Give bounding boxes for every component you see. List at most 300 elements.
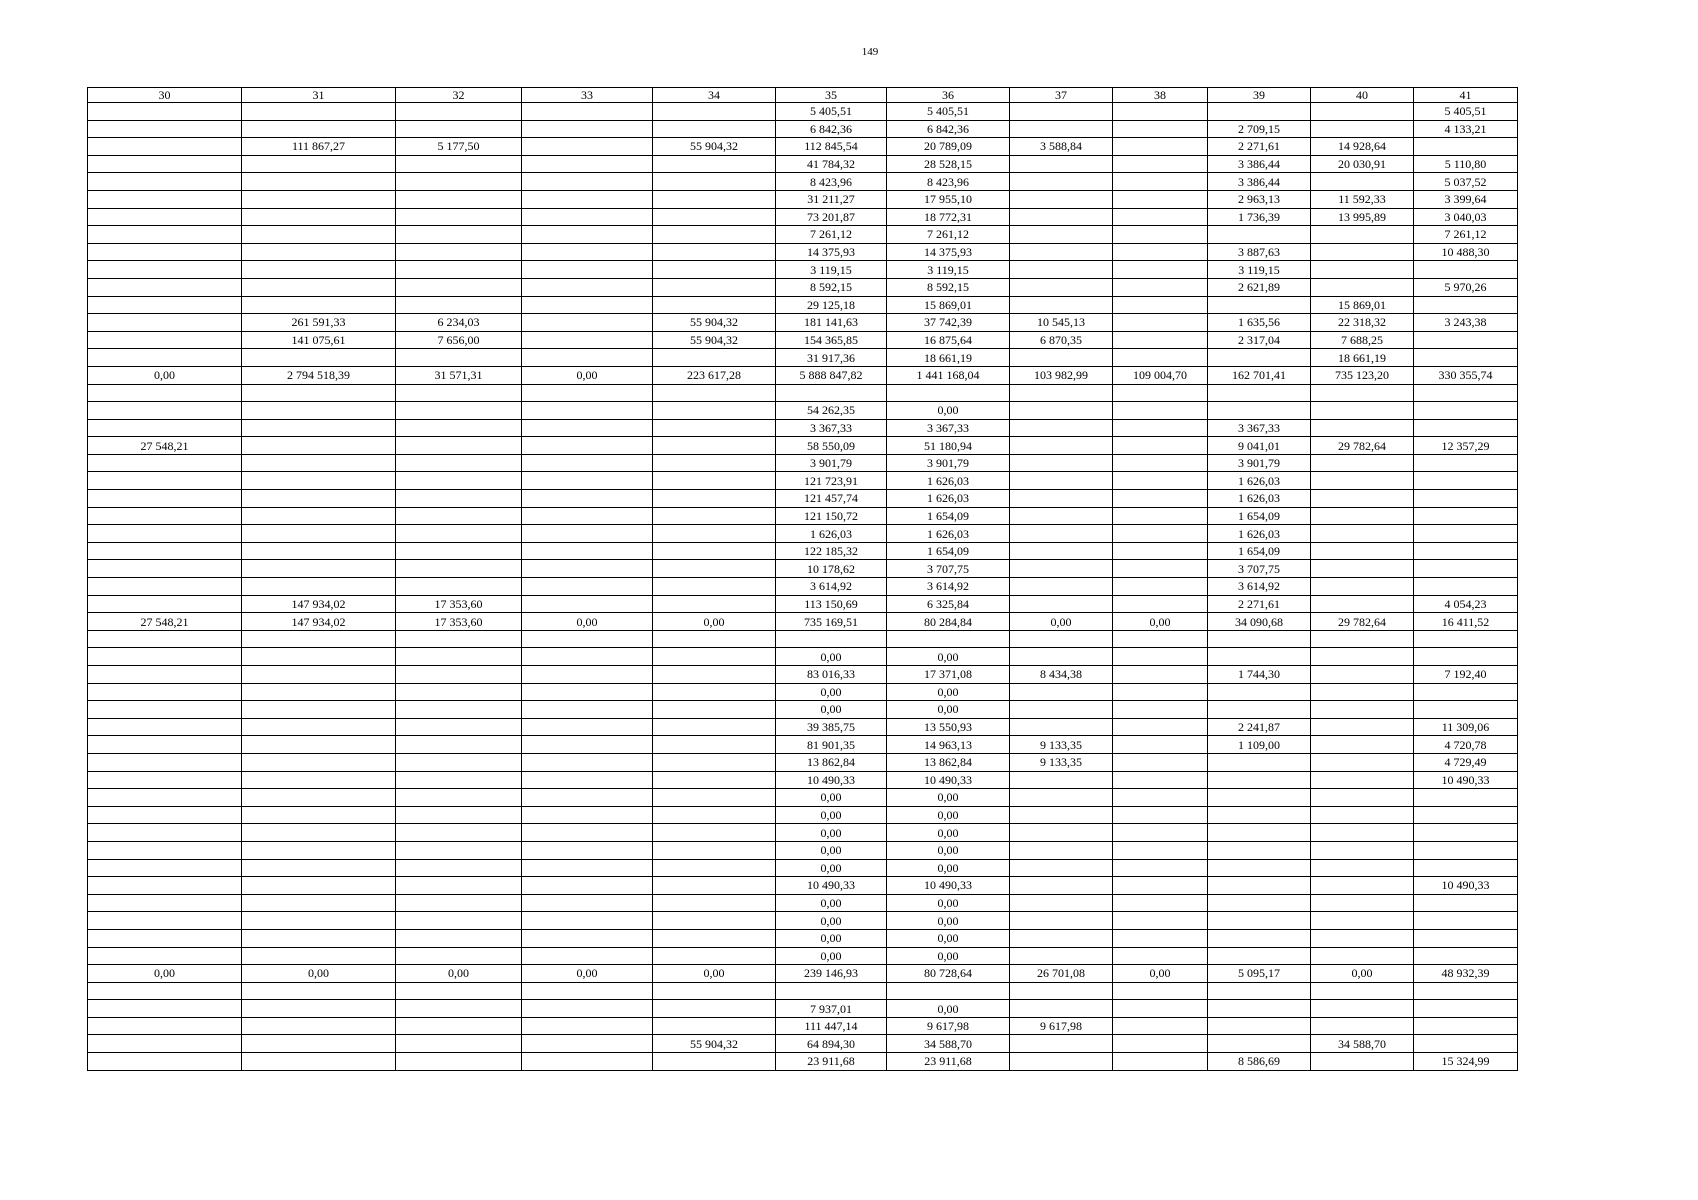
table-cell <box>1113 736 1208 754</box>
table-cell <box>396 1053 522 1071</box>
table-cell: 1 744,30 <box>1208 666 1311 684</box>
table-cell <box>1414 1017 1518 1035</box>
table-cell <box>653 190 776 208</box>
table-cell <box>1208 630 1311 648</box>
table-cell <box>653 648 776 666</box>
table-cell: 5 177,50 <box>396 138 522 156</box>
table-cell <box>88 419 242 437</box>
table-cell: 3 588,84 <box>1010 138 1113 156</box>
table-cell: 20 789,09 <box>887 138 1010 156</box>
table-cell <box>1113 1000 1208 1018</box>
table-cell: 64 894,30 <box>776 1035 887 1053</box>
table-cell <box>396 1035 522 1053</box>
table-cell <box>1311 120 1414 138</box>
table-cell <box>242 278 396 296</box>
table-cell <box>242 525 396 543</box>
table-row <box>88 789 1518 807</box>
table-row <box>88 894 1518 912</box>
table-cell: 2 271,61 <box>1208 595 1311 613</box>
table-cell <box>242 173 396 191</box>
table-cell <box>242 912 396 930</box>
table-cell <box>1414 454 1518 472</box>
table-cell: 1 626,03 <box>776 525 887 543</box>
table-cell <box>653 824 776 842</box>
table-cell <box>653 261 776 279</box>
table-cell: 261 591,33 <box>242 314 396 332</box>
table-cell <box>653 296 776 314</box>
table-cell <box>1010 296 1113 314</box>
table-cell: 0,00 <box>887 701 1010 719</box>
table-cell <box>1208 912 1311 930</box>
table-cell <box>653 666 776 684</box>
table-cell: 23 911,68 <box>776 1053 887 1071</box>
table-cell: 5 970,26 <box>1414 278 1518 296</box>
table-cell <box>653 542 776 560</box>
table-cell <box>88 155 242 173</box>
table-cell <box>88 947 242 965</box>
table-cell: 26 701,08 <box>1010 965 1113 983</box>
table-cell <box>653 226 776 244</box>
table-cell <box>653 507 776 525</box>
table-cell: 20 030,91 <box>1311 155 1414 173</box>
table-row <box>88 120 1518 138</box>
table-cell: 3 040,03 <box>1414 208 1518 226</box>
table-cell: 6 870,35 <box>1010 331 1113 349</box>
table-cell <box>522 402 653 420</box>
table-cell <box>522 173 653 191</box>
table-cell <box>776 982 887 1000</box>
table-cell: 3 614,92 <box>776 578 887 596</box>
table-cell: 51 180,94 <box>887 437 1010 455</box>
table-cell: 8 586,69 <box>1208 1053 1311 1071</box>
table-cell <box>1010 595 1113 613</box>
table-cell: 3 119,15 <box>776 261 887 279</box>
table-row <box>88 190 1518 208</box>
table-cell <box>522 296 653 314</box>
table-cell: 0,00 <box>776 947 887 965</box>
table-cell: 39 385,75 <box>776 718 887 736</box>
column-header: 39 <box>1208 88 1311 103</box>
table-cell <box>396 683 522 701</box>
table-cell <box>88 507 242 525</box>
table-cell: 0,00 <box>776 789 887 807</box>
table-cell: 28 528,15 <box>887 155 1010 173</box>
table-cell <box>1010 525 1113 543</box>
table-cell <box>396 806 522 824</box>
table-cell <box>522 683 653 701</box>
table-cell <box>1113 314 1208 332</box>
table-cell: 9 041,01 <box>1208 437 1311 455</box>
table-cell: 2 317,04 <box>1208 331 1311 349</box>
table-cell <box>88 859 242 877</box>
table-cell <box>242 578 396 596</box>
table-cell <box>1414 701 1518 719</box>
table-cell: 27 548,21 <box>88 613 242 631</box>
table-cell <box>522 419 653 437</box>
table-cell <box>88 173 242 191</box>
table-cell <box>1208 947 1311 965</box>
table-cell <box>88 701 242 719</box>
table-cell <box>88 226 242 244</box>
table-cell: 3 367,33 <box>887 419 1010 437</box>
table-cell <box>1414 894 1518 912</box>
table-row <box>88 578 1518 596</box>
table-cell <box>1010 454 1113 472</box>
table-cell <box>776 630 887 648</box>
table-cell <box>1113 753 1208 771</box>
table-cell <box>1113 120 1208 138</box>
table-cell: 17 353,60 <box>396 595 522 613</box>
table-cell <box>1311 472 1414 490</box>
table-cell <box>88 718 242 736</box>
table-cell <box>88 349 242 367</box>
table-cell: 10 488,30 <box>1414 243 1518 261</box>
table-cell <box>1113 490 1208 508</box>
table-cell <box>1113 648 1208 666</box>
table-cell: 0,00 <box>776 859 887 877</box>
table-cell <box>1311 771 1414 789</box>
table-row <box>88 226 1518 244</box>
table-cell <box>522 138 653 156</box>
table-cell: 0,00 <box>887 859 1010 877</box>
table-cell: 4 054,23 <box>1414 595 1518 613</box>
table-cell <box>522 472 653 490</box>
table-cell: 55 904,32 <box>653 314 776 332</box>
table-cell <box>396 472 522 490</box>
table-cell <box>1010 155 1113 173</box>
table-cell: 0,00 <box>522 366 653 384</box>
table-cell <box>396 173 522 191</box>
table-cell <box>1010 472 1113 490</box>
table-cell <box>242 701 396 719</box>
table-row <box>88 648 1518 666</box>
table-cell <box>522 507 653 525</box>
table-cell: 3 887,63 <box>1208 243 1311 261</box>
table-cell: 8 423,96 <box>776 173 887 191</box>
table-cell <box>522 1035 653 1053</box>
table-cell <box>1113 789 1208 807</box>
table-cell <box>242 771 396 789</box>
table-cell <box>396 384 522 402</box>
table-cell: 3 901,79 <box>776 454 887 472</box>
table-cell <box>1010 894 1113 912</box>
table-cell <box>88 542 242 560</box>
table-cell <box>88 578 242 596</box>
table-cell <box>88 490 242 508</box>
table-cell <box>1010 173 1113 191</box>
table-cell: 113 150,69 <box>776 595 887 613</box>
table-cell <box>1208 859 1311 877</box>
table-cell <box>396 789 522 807</box>
table-cell <box>1208 103 1311 121</box>
table-row <box>88 296 1518 314</box>
table-cell <box>1414 683 1518 701</box>
table-cell <box>522 701 653 719</box>
table-cell <box>653 419 776 437</box>
table-cell: 0,00 <box>1311 965 1414 983</box>
table-cell: 1 654,09 <box>1208 507 1311 525</box>
table-cell: 1 626,03 <box>1208 525 1311 543</box>
table-cell: 8 592,15 <box>776 278 887 296</box>
table-cell: 1 654,09 <box>1208 542 1311 560</box>
table-cell <box>88 261 242 279</box>
table-cell <box>522 1053 653 1071</box>
table-cell: 0,00 <box>887 824 1010 842</box>
table-cell: 1 626,03 <box>1208 490 1311 508</box>
table-cell <box>1414 824 1518 842</box>
table-cell: 5 888 847,82 <box>776 366 887 384</box>
table-cell: 13 862,84 <box>887 753 1010 771</box>
table-cell <box>653 578 776 596</box>
table-cell: 0,00 <box>1113 613 1208 631</box>
table-cell <box>653 278 776 296</box>
table-cell <box>1414 1000 1518 1018</box>
table-cell <box>1113 208 1208 226</box>
table-cell <box>1311 578 1414 596</box>
table-cell <box>242 789 396 807</box>
table-cell <box>1208 877 1311 895</box>
table-cell: 55 904,32 <box>653 331 776 349</box>
table-cell: 4 729,49 <box>1414 753 1518 771</box>
table-cell: 239 146,93 <box>776 965 887 983</box>
table-cell: 1 654,09 <box>887 542 1010 560</box>
table-cell <box>1113 806 1208 824</box>
table-cell <box>1113 542 1208 560</box>
table-cell <box>88 1017 242 1035</box>
table-cell: 330 355,74 <box>1414 366 1518 384</box>
table-cell <box>1414 138 1518 156</box>
table-cell <box>522 490 653 508</box>
table-cell: 13 550,93 <box>887 718 1010 736</box>
table-cell <box>88 296 242 314</box>
table-cell <box>653 437 776 455</box>
table-cell <box>396 155 522 173</box>
table-cell <box>1208 929 1311 947</box>
table-cell <box>1113 331 1208 349</box>
table-cell <box>1414 261 1518 279</box>
table-cell <box>1414 349 1518 367</box>
table-cell <box>88 736 242 754</box>
table-cell: 0,00 <box>887 1000 1010 1018</box>
column-header: 30 <box>88 88 242 103</box>
table-cell <box>1208 226 1311 244</box>
table-cell: 31 211,27 <box>776 190 887 208</box>
table-cell <box>653 454 776 472</box>
table-cell <box>396 736 522 754</box>
table-cell <box>653 349 776 367</box>
table-cell: 7 656,00 <box>396 331 522 349</box>
table-cell <box>1010 877 1113 895</box>
table-cell <box>1208 841 1311 859</box>
table-cell: 2 963,13 <box>1208 190 1311 208</box>
table-cell <box>653 1017 776 1035</box>
table-cell: 0,00 <box>522 613 653 631</box>
table-cell <box>1010 947 1113 965</box>
table-cell: 122 185,32 <box>776 542 887 560</box>
table-cell <box>522 525 653 543</box>
table-cell: 154 365,85 <box>776 331 887 349</box>
table-cell <box>88 1000 242 1018</box>
table-cell <box>396 419 522 437</box>
table-row <box>88 419 1518 437</box>
table-cell <box>1414 806 1518 824</box>
table-cell: 2 709,15 <box>1208 120 1311 138</box>
table-cell <box>522 120 653 138</box>
table-cell <box>1208 349 1311 367</box>
table-cell: 0,00 <box>776 894 887 912</box>
table-cell <box>653 841 776 859</box>
table-cell <box>1113 278 1208 296</box>
table-cell <box>396 718 522 736</box>
table-cell <box>1010 278 1113 296</box>
table-cell <box>396 648 522 666</box>
table-cell <box>88 806 242 824</box>
table-cell <box>522 736 653 754</box>
table-cell: 5 405,51 <box>776 103 887 121</box>
table-cell <box>396 226 522 244</box>
table-cell <box>1208 648 1311 666</box>
table-cell <box>396 507 522 525</box>
table-cell: 3 707,75 <box>1208 560 1311 578</box>
table-cell <box>1311 454 1414 472</box>
table-cell <box>1113 578 1208 596</box>
table-cell: 15 869,01 <box>887 296 1010 314</box>
table-cell <box>88 190 242 208</box>
table-cell <box>522 753 653 771</box>
table-cell <box>1414 1035 1518 1053</box>
table-cell <box>1311 1053 1414 1071</box>
table-cell <box>1113 226 1208 244</box>
table-cell <box>653 560 776 578</box>
table-cell <box>1414 384 1518 402</box>
table-cell: 27 548,21 <box>88 437 242 455</box>
table-cell <box>653 490 776 508</box>
table-cell <box>522 243 653 261</box>
table-row <box>88 472 1518 490</box>
table-row <box>88 261 1518 279</box>
table-cell <box>522 877 653 895</box>
table-cell <box>242 683 396 701</box>
table-cell <box>88 789 242 807</box>
table-row <box>88 912 1518 930</box>
table-cell <box>88 753 242 771</box>
table-row <box>88 173 1518 191</box>
table-cell <box>776 384 887 402</box>
table-cell: 111 867,27 <box>242 138 396 156</box>
table-cell: 3 901,79 <box>887 454 1010 472</box>
table-cell <box>522 718 653 736</box>
table-cell: 0,00 <box>776 841 887 859</box>
table-cell <box>1208 824 1311 842</box>
table-cell <box>1414 419 1518 437</box>
table-cell: 9 617,98 <box>887 1017 1010 1035</box>
table-cell <box>522 595 653 613</box>
table-cell <box>1208 1017 1311 1035</box>
table-cell <box>1414 507 1518 525</box>
table-cell: 0,00 <box>887 929 1010 947</box>
table-cell: 17 353,60 <box>396 613 522 631</box>
table-cell: 1 635,56 <box>1208 314 1311 332</box>
table-cell <box>88 120 242 138</box>
table-cell: 0,00 <box>242 965 396 983</box>
table-cell: 37 742,39 <box>887 314 1010 332</box>
table-cell <box>396 490 522 508</box>
table-row <box>88 595 1518 613</box>
table-cell <box>396 454 522 472</box>
table-cell <box>1010 824 1113 842</box>
table-cell <box>242 630 396 648</box>
table-row <box>88 877 1518 895</box>
table-cell: 1 441 168,04 <box>887 366 1010 384</box>
table-cell <box>88 683 242 701</box>
table-cell <box>396 103 522 121</box>
table-cell: 55 904,32 <box>653 138 776 156</box>
table-cell <box>522 331 653 349</box>
table-cell <box>1311 278 1414 296</box>
table-cell <box>1414 982 1518 1000</box>
table-row <box>88 208 1518 226</box>
table-cell <box>1311 630 1414 648</box>
table-cell: 7 937,01 <box>776 1000 887 1018</box>
table-cell <box>242 648 396 666</box>
table-cell: 81 901,35 <box>776 736 887 754</box>
table-cell <box>88 912 242 930</box>
table-cell: 1 626,03 <box>887 472 1010 490</box>
table-cell <box>522 806 653 824</box>
table-cell <box>396 841 522 859</box>
table-row <box>88 701 1518 719</box>
table-cell <box>1113 877 1208 895</box>
table-cell <box>396 402 522 420</box>
table-cell: 3 367,33 <box>1208 419 1311 437</box>
table-cell <box>653 1000 776 1018</box>
table-cell <box>242 472 396 490</box>
table-cell <box>396 771 522 789</box>
table-row <box>88 1053 1518 1071</box>
table-cell: 3 119,15 <box>887 261 1010 279</box>
table-cell <box>522 155 653 173</box>
table-cell <box>1311 877 1414 895</box>
table-cell <box>1414 648 1518 666</box>
table-cell <box>1010 630 1113 648</box>
table-cell <box>522 841 653 859</box>
table-cell <box>1311 894 1414 912</box>
table-cell <box>396 120 522 138</box>
table-header-row <box>88 88 1518 103</box>
table-cell <box>653 806 776 824</box>
table-cell <box>1113 560 1208 578</box>
table-row <box>88 666 1518 684</box>
table-cell <box>653 718 776 736</box>
table-cell: 12 357,29 <box>1414 437 1518 455</box>
table-cell <box>88 877 242 895</box>
table-cell: 3 386,44 <box>1208 155 1311 173</box>
table-cell: 0,00 <box>887 912 1010 930</box>
table-cell: 9 617,98 <box>1010 1017 1113 1035</box>
table-cell <box>522 859 653 877</box>
table-cell: 73 201,87 <box>776 208 887 226</box>
table-cell <box>522 226 653 244</box>
table-cell: 34 588,70 <box>887 1035 1010 1053</box>
table-cell <box>1311 384 1414 402</box>
table-cell <box>242 877 396 895</box>
table-cell <box>522 648 653 666</box>
table-cell <box>1113 947 1208 965</box>
table-cell <box>653 525 776 543</box>
table-row <box>88 366 1518 384</box>
table-cell <box>396 894 522 912</box>
table-cell <box>1311 912 1414 930</box>
